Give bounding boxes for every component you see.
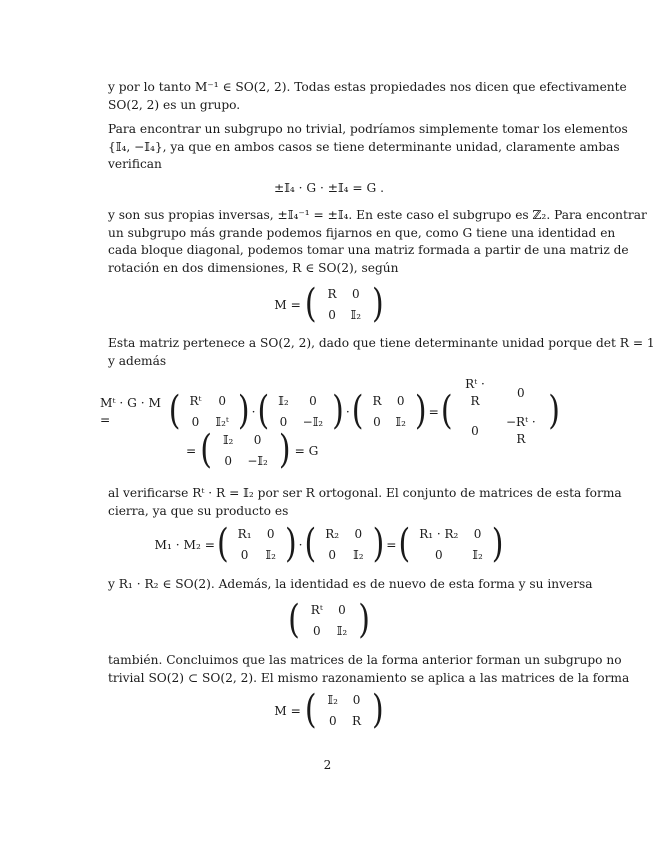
- right-paren: ): [332, 388, 344, 435]
- matrix-cell: 0: [351, 287, 360, 301]
- text-line: y R₁ · R₂ ∈ SO(2). Además, la identidad es de nuevo de esta forma y su inversa: [108, 577, 593, 591]
- matrix-cell: −Rᵗ · R: [505, 415, 536, 446]
- matrix: [455, 374, 547, 450]
- page-number: 2: [323, 758, 332, 772]
- equation-6: [108, 597, 550, 644]
- equals-sign: =: [186, 443, 197, 458]
- eq-lhs: Mᵗ · G · M =: [100, 396, 161, 427]
- eq-rhs: = G: [294, 443, 319, 458]
- right-paren: ): [372, 521, 385, 568]
- matrix-cell: R: [351, 714, 362, 728]
- matrix-cell: −𝕀₂: [247, 454, 268, 468]
- matrix-cell: R: [372, 394, 382, 408]
- matrix: [304, 600, 354, 642]
- right-paren: ): [414, 388, 427, 435]
- equation-5: [108, 521, 550, 568]
- matrix-cell: 0: [309, 394, 317, 408]
- matrix-cell: −𝕀₂: [302, 415, 324, 429]
- paragraph-6: [108, 576, 593, 594]
- equation-2: [108, 281, 550, 328]
- text-line: cierra, ya que su producto es: [108, 503, 289, 518]
- left-paren: (: [304, 687, 317, 734]
- matrix-cell: 𝕀₂: [353, 548, 364, 562]
- right-paren: ): [372, 687, 384, 734]
- text-line: un subgrupo más grande podemos fijarnos en que, como G tiene una identidad en: [108, 225, 616, 240]
- left-paren: (: [168, 388, 181, 435]
- text-line: y además: [108, 353, 167, 368]
- matrix-cell: 𝕀₂: [395, 415, 406, 429]
- matrix-cell: 0: [354, 527, 363, 541]
- equation-7: [108, 687, 550, 734]
- equals-sign: =: [428, 404, 439, 419]
- matrix-cell: 0: [473, 527, 482, 541]
- matrix-cell: R₂: [325, 527, 340, 541]
- right-paren: ): [491, 521, 504, 568]
- matrix: [231, 524, 283, 566]
- matrix: [216, 430, 275, 472]
- matrix: [321, 690, 368, 732]
- matrix-cell: 0: [240, 548, 249, 562]
- dot-operator: ·: [298, 537, 303, 552]
- matrix-cell: Rᵗ · R: [465, 377, 485, 408]
- matrix-cell: R₁: [237, 527, 252, 541]
- matrix-cell: 0: [224, 454, 232, 468]
- matrix-cell: Rᵗ: [189, 394, 202, 408]
- matrix-cell: 0: [434, 548, 443, 562]
- text-line: Esta matriz pertenece a SO(2, 2), dado que tiene determinante unidad porque det R = 1: [108, 336, 655, 350]
- text-line: trivial SO(2) ⊂ SO(2, 2). El mismo razonamiento se aplica a las matrices de la forma: [108, 670, 630, 685]
- matrix-cell: 0: [279, 415, 288, 429]
- matrix-cell: 𝕀₂ᵗ: [215, 415, 229, 429]
- text-line: cada bloque diagonal, podemos tomar una matriz formada a partir de una matriz de: [108, 243, 629, 258]
- left-paren: (: [257, 388, 270, 435]
- text-line: rotación en dos dimensiones, R ∈ SO(2), según: [108, 260, 399, 275]
- left-paren: (: [288, 597, 300, 644]
- matrix-cell: 𝕀₂: [336, 624, 348, 638]
- left-paren: (: [398, 521, 411, 568]
- matrix-cell: R₁ · R₂: [419, 527, 459, 541]
- matrix-cell: 0: [352, 693, 361, 707]
- matrix-cell: 0: [338, 603, 346, 617]
- paragraph-7: [108, 652, 630, 687]
- text-line: {𝕀₄, −𝕀₄}, ya que en ambos casos se tiene determinante unidad, claramente ambas: [108, 139, 620, 154]
- matrix-cell: 0: [396, 394, 405, 408]
- matrix: [321, 284, 368, 326]
- matrix: [365, 391, 412, 433]
- matrix-cell: 𝕀₂: [222, 433, 234, 447]
- matrix-cell: 0: [218, 394, 227, 408]
- text-line: SO(2, 2) es un grupo.: [108, 97, 241, 112]
- matrix-cell: 𝕀₂: [278, 394, 289, 408]
- matrix: [318, 524, 370, 566]
- eq-lhs: M₁ · M₂ =: [154, 537, 215, 552]
- right-paren: ): [372, 281, 384, 328]
- left-paren: (: [440, 388, 453, 435]
- matrix-cell: 0: [312, 624, 321, 638]
- right-paren: ): [548, 388, 560, 435]
- dot-operator: ·: [251, 404, 256, 419]
- left-paren: (: [200, 427, 212, 474]
- paragraph-3: [108, 207, 647, 277]
- matrix-cell: 0: [471, 423, 479, 438]
- paragraph-4: [108, 335, 655, 370]
- text-line: y son sus propias inversas, ±𝕀₄⁻¹ = ±𝕀₄. En este caso el subgrupo es ℤ₂. Para encontrar: [108, 208, 647, 222]
- text-line: también. Concluimos que las matrices de la forma anterior forman un subgrupo no: [108, 653, 622, 667]
- eq-lhs: M =: [274, 703, 301, 718]
- text-line: al verificarse Rᵗ · R = 𝕀₂ por ser R ortogonal. El conjunto de matrices de esta forma: [108, 486, 622, 500]
- matrix-cell: 𝕀₂: [265, 548, 276, 562]
- matrix-cell: 0: [373, 415, 381, 429]
- right-paren: ): [358, 597, 370, 644]
- paragraph-1: [108, 79, 627, 114]
- matrix-cell: 0: [328, 308, 336, 322]
- left-paren: (: [351, 388, 364, 435]
- matrix-cell: Rᵗ: [310, 603, 323, 617]
- matrix-cell: 0: [328, 714, 337, 728]
- paragraph-5: [108, 485, 622, 520]
- right-paren: ): [278, 427, 291, 474]
- equation-4: [186, 427, 386, 474]
- right-paren: ): [284, 521, 297, 568]
- matrix-cell: 0: [191, 415, 200, 429]
- left-paren: (: [304, 281, 317, 328]
- equals-sign: =: [386, 537, 397, 552]
- matrix-cell: 𝕀₂: [327, 693, 338, 707]
- matrix-cell: 0: [517, 385, 525, 400]
- text-line: verifican: [108, 157, 162, 172]
- text-line: y por lo tanto M⁻¹ ∈ SO(2, 2). Todas estas propiedades nos dicen que efectivamente: [108, 80, 627, 94]
- left-paren: (: [216, 521, 229, 568]
- left-paren: (: [304, 521, 317, 568]
- paragraph-2: [108, 121, 628, 174]
- dot-operator: ·: [345, 404, 350, 419]
- matrix-cell: 𝕀₂: [350, 308, 362, 322]
- text-line: Para encontrar un subgrupo no trivial, podríamos simplemente tomar los elementos: [108, 122, 628, 136]
- equation-1: ±𝕀₄ · G · ±𝕀₄ = G .: [273, 181, 385, 195]
- matrix-cell: 0: [266, 527, 275, 541]
- matrix-cell: 𝕀₂: [472, 548, 483, 562]
- matrix: [412, 524, 490, 566]
- matrix-cell: 0: [328, 548, 337, 562]
- matrix-cell: 0: [253, 433, 262, 447]
- right-paren: ): [237, 388, 250, 435]
- matrix-cell: R: [327, 287, 337, 301]
- eq-lhs: M =: [274, 297, 301, 312]
